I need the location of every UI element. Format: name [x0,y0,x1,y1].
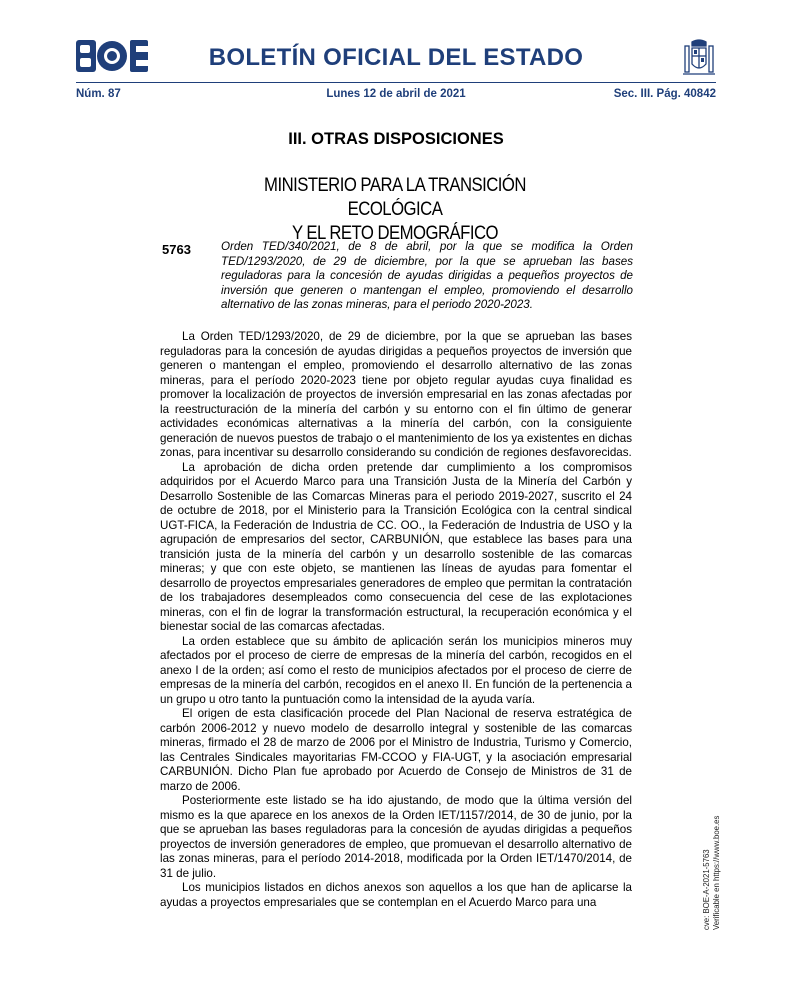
body-paragraph: El origen de esta clasificación procede del Plan Nacional de reserva estratégica de carbón 2006-2012 y nuevo modelo de desarrollo integral y sostenible de las comarcas mineras, firmado el 28 de marzo de 2006 por el Ministro de Industria, Turismo y Comercio, las Centrales Sindicales mayoritarias FM-CCOO y FIA-UGT, y la asociación empresarial CARBUNIÓN. Dicho Plan fue aprobado por Acuerdo de Consejo de Ministros de 31 de marzo de 2006. [160,707,632,793]
document-summary: Orden TED/340/2021, de 8 de abril, por la que se modifica la Orden TED/1293/2020, de 29 de diciembre, por la que se aprueban las bases reguladoras para la concesión de ayudas dirigidas a pequeños proyectos de inversión que generen o mantengan el empleo, promoviendo el desarrollo alternativo de las zonas mineras, para el periodo 2020-2023. [221,240,633,312]
body-paragraph: La orden establece que su ámbito de aplicación serán los municipios mineros muy afectados por el proceso de cierre de empresas de la minería del carbón, recogidos en el anexo I de la orden; así como el resto de municipios afectados por el proceso de cierre de empresas de la minería del carbón, recogidos en el anexo II. En función de la pertenencia a un grupo u otro tanto la puntuación como la intensidad de la ayuda varía. [160,634,632,706]
document-number: 5763 [162,242,191,257]
body-paragraph: Los municipios listados en dichos anexos son aquellos a los que han de aplicarse la ayudas a proyectos empresariales que se contemplan en el Acuerdo Marco para una [160,881,632,909]
cve-code: cve: BOE-A-2021-5763 [702,849,711,930]
header-divider [76,82,716,83]
ministry-line-1: MINISTERIO PARA LA TRANSICIÓN ECOLÓGICA [264,175,526,220]
ministry-heading [223,174,566,246]
body-paragraph: La aprobación de dicha orden pretende dar cumplimiento a los compromisos adquiridos por el Acuerdo Marco para una Transición Justa de la Minería del Carbón y Desarrollo Sostenible de las Comarcas Mineras para el periodo 2019-2027, suscrito el 24 de octubre de 2018, por el Ministerio para la Transición Ecológica con la central sindical UGT-FICA, la Federación de Industria de CC. OO., la Federación de Industria de USO y la agrupación de empresarios del sector, CARBUNIÓN, que establece las bases para una transición justa de la minería del carbón y un desarrollo sostenible de las comarcas mineras; y que con este objeto, se mantienen las líneas de ayudas para fomentar el desarrollo de proyectos empresariales generadores de empleo que permitan la contratación de los trabajadores desempleados como consecuencia del cese de las explotaciones mineras, con el fin de lograr la transformación estructural, la recuperación económica y el bienestar social de las comarcas afectadas. [160,460,632,633]
cve-verification [702,816,722,930]
ministry-line-2: Y EL RETO DEMOGRÁFICO [291,223,499,244]
publication-title: BOLETÍN OFICIAL DEL ESTADO [208,44,584,71]
cve-url[interactable]: Verificable en https://www.boe.es [712,815,721,930]
section-title: III. OTRAS DISPOSICIONES [288,130,504,148]
document-body [160,330,632,910]
issue-number: Núm. 87 [76,88,121,100]
body-paragraph: La Orden TED/1293/2020, de 29 de diciembre, por la que se aprueban las bases reguladoras para la concesión de ayudas dirigidas a pequeños proyectos de inversión que generen o mantengan el empleo, promoviendo el desarrollo alternativo de las zonas mineras, para el período 2020-2023 tiene por objeto regular ayudas cuya finalidad es promover la localización de proyectos de inversión empresarial en las zonas afectadas por la reestructuración de la minería del carbón y su entorno con el fin último de generar actividades económicas alternativas a la minería del carbón, con la consiguiente generación de nuevos puestos de trabajo o el mantenimiento de los ya existentes en dichas zonas, para incentivar su desarrollo considerando su condición de regiones desfavorecidas. [160,330,632,459]
section-page: Sec. III. Pág. 40842 [613,88,716,100]
issue-date: Lunes 12 de abril de 2021 [326,88,466,100]
body-paragraph: Posteriormente este listado se ha ido ajustando, de modo que la última versión del mismo es la que aparece en los anexos de la Orden IET/1157/2014, de 30 de junio, por la que se aprueban las bases reguladoras para la concesión de ayudas dirigidas a pequeños proyectos de inversión generadores de empleo, que promuevan el desarrollo alternativo de las zonas mineras, para el período 2014-2018, modificada por la Orden IET/1470/2014, de 31 de julio. [160,794,632,880]
coat-of-arms-icon [682,38,716,78]
